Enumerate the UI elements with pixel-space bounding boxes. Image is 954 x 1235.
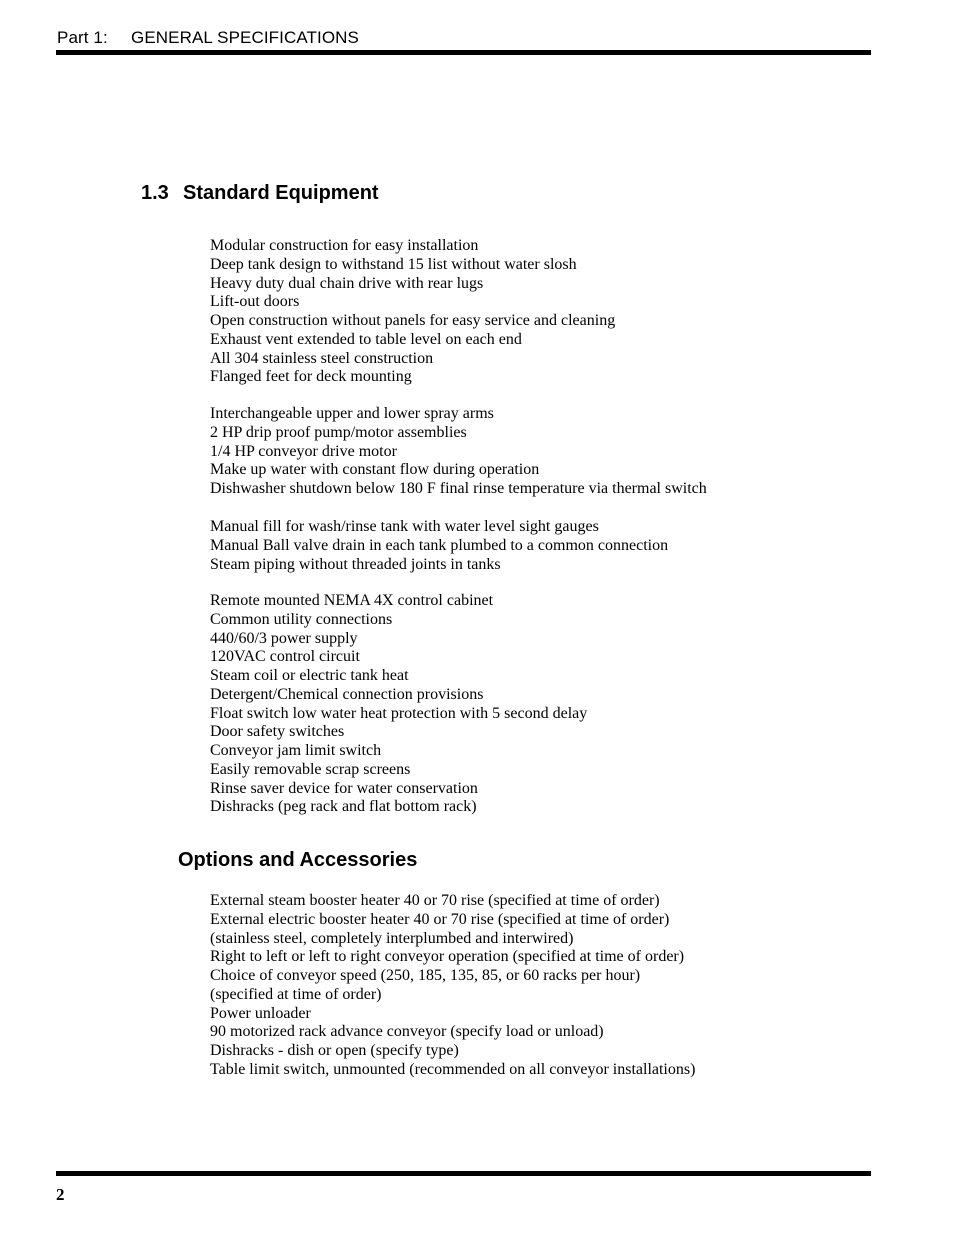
list-item: Modular construction for easy installation — [210, 237, 479, 254]
list-item: Manual Ball valve drain in each tank plumbed to a common connection — [210, 536, 669, 554]
list-item: Dishracks - dish or open (specify type) — [210, 1042, 459, 1059]
header-rule — [56, 50, 871, 55]
part-title: GENERAL SPECIFICATIONS — [131, 28, 359, 47]
standard-equipment-group-2 — [210, 405, 707, 499]
page-header — [57, 28, 359, 48]
list-item: Conveyor jam limit switch — [210, 742, 382, 759]
list-item: Steam coil or electric tank heat — [210, 667, 409, 684]
list-item: Float switch low water heat protection with 5 second delay — [210, 704, 588, 722]
list-item: 2 HP drip proof pump/motor assemblies — [210, 423, 467, 441]
list-item: All 304 stainless steel construction — [210, 349, 434, 367]
list-item: Heavy duty dual chain drive with rear lugs — [210, 274, 484, 292]
page-number: 2 — [56, 1185, 65, 1204]
list-item: 120VAC control circuit — [210, 648, 360, 666]
section-title: Standard Equipment — [183, 182, 379, 204]
list-item: Common utility connections — [210, 610, 393, 628]
options-heading: Options and Accessories — [178, 849, 418, 871]
list-item: Steam piping without threaded joints in tanks — [210, 555, 501, 573]
list-item: Power unloader — [210, 1004, 311, 1022]
list-item: Lift-out doors — [210, 293, 300, 311]
list-item: (specified at time of order) — [210, 985, 382, 1003]
list-item: Choice of conveyor speed (250, 185, 135, 85, or 60 racks per hour) — [210, 967, 641, 984]
list-item: Open construction without panels for easy service and cleaning — [210, 312, 616, 329]
list-item: Manual fill for wash/rinse tank with water level sight gauges — [210, 518, 599, 535]
list-item: Interchangeable upper and lower spray arms — [210, 405, 494, 422]
standard-equipment-group-3 — [210, 518, 668, 574]
options-list — [210, 892, 695, 1080]
list-item: 1/4 HP conveyor drive motor — [210, 442, 397, 460]
list-item: 90 motorized rack advance conveyor (specify load or unload) — [210, 1023, 604, 1041]
list-item: (stainless steel, completely interplumbed and interwired) — [210, 929, 574, 947]
list-item: Detergent/Chemical connection provisions — [210, 685, 484, 703]
list-item: Rinse saver device for water conservation — [210, 779, 478, 797]
list-item: External steam booster heater 40 or 70 rise (specified at time of order) — [210, 892, 660, 909]
section-number: 1.3 — [141, 182, 169, 204]
list-item: Make up water with constant flow during operation — [210, 461, 540, 479]
list-item: Remote mounted NEMA 4X control cabinet — [210, 592, 494, 609]
list-item: Easily removable scrap screens — [210, 760, 411, 778]
list-item: Flanged feet for deck mounting — [210, 368, 412, 386]
standard-equipment-group-4 — [210, 592, 587, 817]
list-item: Dishwasher shutdown below 180 F final rinse temperature via thermal switch — [210, 480, 707, 497]
list-item: Table limit switch, unmounted (recommended on all conveyor installations) — [210, 1060, 696, 1078]
list-item: Exhaust vent extended to table level on each end — [210, 330, 522, 348]
standard-equipment-group-1 — [210, 237, 615, 387]
list-item: 440/60/3 power supply — [210, 629, 358, 647]
footer-rule — [56, 1171, 871, 1176]
part-label: Part 1: — [57, 28, 108, 47]
list-item: Door safety switches — [210, 723, 345, 741]
list-item: Dishracks (peg rack and flat bottom rack) — [210, 798, 477, 816]
list-item: Deep tank design to withstand 15 list without water slosh — [210, 255, 577, 273]
section-heading — [141, 182, 379, 205]
list-item: Right to left or left to right conveyor operation (specified at time of order) — [210, 948, 685, 966]
list-item: External electric booster heater 40 or 70 rise (specified at time of order) — [210, 910, 670, 928]
